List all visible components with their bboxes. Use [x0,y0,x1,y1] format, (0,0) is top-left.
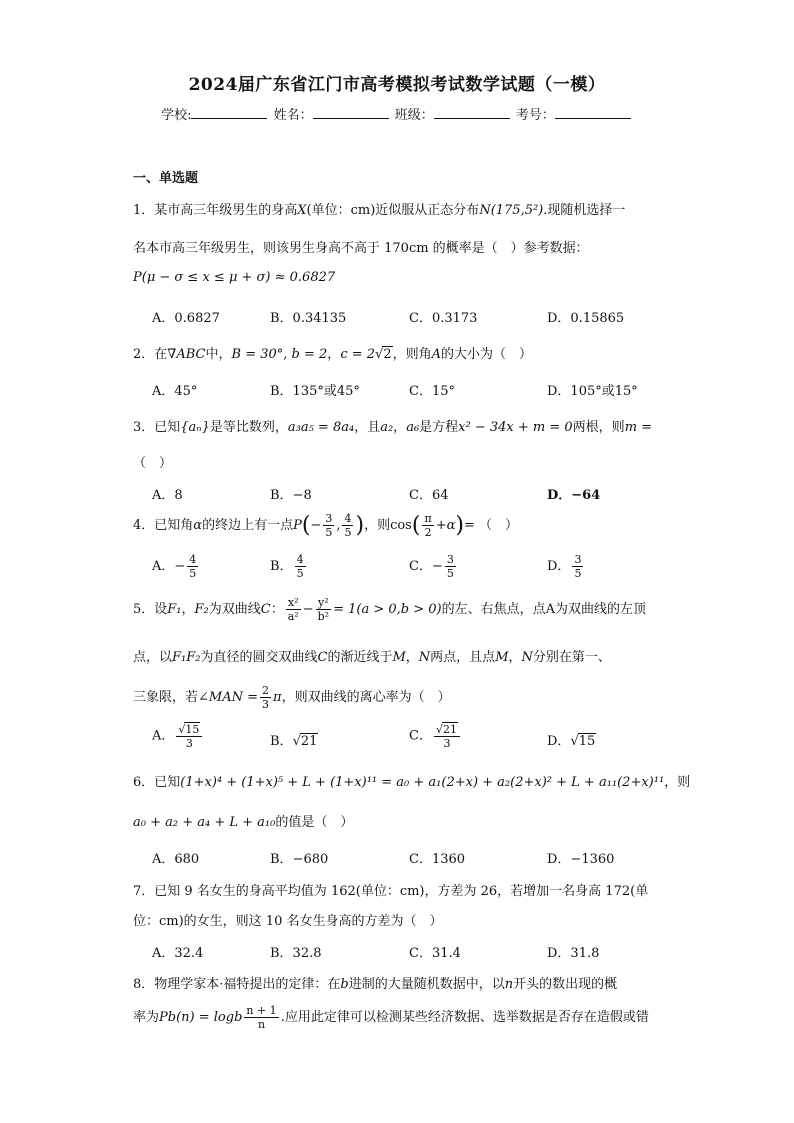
q5-text-e: 为双曲线 [208,602,261,617]
q4-text-a: 4．已知角 [133,518,194,533]
q4-paren-close: ) [355,513,365,538]
q5-condition: = 1(a > 0,b > 0) [333,602,442,617]
q6-option-b[interactable]: B．−680 [270,852,329,867]
q4-opt-a-den: 5 [189,567,197,580]
q3-text-a: 3．已知 [133,420,181,435]
q6-text-c: ，则 [664,775,691,790]
q5-point-n2: N [521,650,533,665]
q5-l2-e: 的渐近线于 [327,650,393,665]
q4-opt-d-frac [572,553,583,580]
q5-l2-g: ， [405,650,419,665]
q5-text-a: 5．设 [133,602,168,617]
q4-text-e: ，则 [364,518,391,533]
q8-l2-c: .应用此定律可以检测某些经济数据、选举数据是否存在造假或错 [280,1010,649,1025]
q8-frac-num: n + 1 [246,1004,277,1017]
q2-triangle: ∇ABC [167,347,206,362]
q5-f1f2: F₁F₂ [172,650,201,665]
q5-l2-m: 分别在第一、 [532,650,611,665]
q2-angle-a: A [431,347,442,362]
q4-option-a[interactable] [152,553,200,580]
q4-line1: 4．已知角α的终边上有一点P(− $\frac{3}{5}$ , $\frac{4}{5}$ )，则cos( $\frac{\pi}{2}$ +α)= （ ） [133,512,518,539]
q2-text-c: 中， [205,347,232,362]
q3-options [152,484,672,510]
q4-cos: cos [390,518,412,533]
exam-title: 2024届广东省江门市高考模拟考试数学试题（一模） [188,75,606,95]
q5-opt-a-den: 3 [185,737,193,750]
q5-angle-frac [260,684,271,711]
q5-opt-c-den: 3 [443,737,451,750]
q6-line2 [133,811,353,830]
q1-option-c[interactable]: C．0.3173 [409,311,478,326]
q6-sum: a₀ + a₂ + a₄ + L + a₁₀ [133,815,276,830]
q4-opt-c-den: 5 [446,567,454,580]
q5-opt-b-label: B． [270,734,293,749]
q3-condition: a₃a₅ = 8a₄ [287,420,355,435]
q4-option-b[interactable] [270,553,308,580]
q8-formula: Pb(n) = logb [159,1010,243,1025]
q5-option-c[interactable] [409,722,462,750]
q8-base-b: b [340,977,349,992]
q3-var-m: m [624,420,638,435]
school-blank[interactable] [191,106,267,119]
q4-opt-c-sign: − [431,559,443,574]
q4-alpha-2: α [446,518,456,533]
q5-frac-x-den: a² [287,610,299,623]
q4-opt-b-num: 4 [296,553,304,566]
q3-line1 [133,416,652,435]
q2-option-a[interactable]: A．45° [152,384,198,399]
q6-text-b: 的值是（ ） [275,815,354,830]
q2-text-j: 的大小为（ ） [441,347,533,362]
q5-opt-b-rad: 21 [300,734,318,749]
q5-point-n: N [418,650,431,665]
q4-opt-a-label: A． [152,559,175,574]
q7-option-c[interactable]: C．31.4 [409,946,461,961]
q5-option-a[interactable] [152,722,204,750]
q1-line1 [133,199,625,218]
q3-equals: = [637,420,653,435]
q5-opt-c-num: √21 [434,722,460,737]
q4-frac-pi-num: π [424,512,432,525]
q4-text-c: 的终边上有一点 [202,518,294,533]
q2-sqrt-value: 2 [383,347,392,362]
q5-l2-curve: C [317,650,328,665]
q4-paren-close-2: ) [455,513,464,538]
q5-l2-i: 两点，且点 [430,650,496,665]
q5-frac-x [286,596,301,623]
q3-option-b[interactable]: B．−8 [270,488,312,503]
q5-l2-a: 点，以 [133,650,173,665]
q4-option-d[interactable] [547,553,585,580]
q4-opt-a-sign: − [174,559,186,574]
q6-option-d[interactable]: D．−1360 [547,852,615,867]
class-label: 班级： [394,108,434,123]
q5-point-m2: M [495,650,509,665]
q1-text-a: 1．某市高三年级男生的身高 [133,203,298,218]
q3-a6: a₆ [406,420,420,435]
q4-frac-pi-den: 2 [424,526,432,539]
q8-text-c: 进制的大量随机数据中，以 [348,977,505,992]
q2-line1 [133,343,532,362]
q5-opt-a-frac [176,722,202,750]
q5-opt-a-label: A． [152,728,175,744]
q5-text-g: ： [270,602,284,617]
q4-frac-x-num: 3 [325,512,333,525]
q1-var-x: X [297,203,307,218]
school-label: 学校: [161,108,192,123]
q1-option-d[interactable]: D．0.15865 [547,311,625,326]
q4-options [152,553,672,589]
q1-line2: 名本市高三年级男生，则该男生身高不高于 170cm 的概率是（ ）参考数据： [133,241,589,256]
q5-text-j: 的左、右焦点，点A为双曲线的左顶 [441,602,646,617]
q2-options [152,380,672,406]
exam-no-blank[interactable] [555,106,631,119]
q5-line3 [133,684,451,711]
q7-option-b[interactable]: B．32.8 [270,946,322,961]
name-label: 姓名： [273,108,313,123]
name-blank[interactable] [313,106,389,119]
q4-frac-y-num: 4 [344,512,352,525]
q8-line2 [133,1004,649,1031]
q4-opt-c-frac [445,553,456,580]
q5-line2 [133,646,611,665]
q3-option-c[interactable]: C．64 [409,488,449,503]
q5-f1: F₁ [167,602,182,617]
q5-opt-d-rad: 15 [578,734,596,749]
q5-minus: − [302,602,314,617]
q3-text-i: 是方程 [419,420,459,435]
q4-paren-open: ( [301,513,311,538]
q2-text-e: ， [327,347,341,362]
q5-angle-frac-den: 3 [262,698,270,711]
q3-option-d[interactable]: D．−64 [547,488,601,503]
q8-frac [244,1004,278,1031]
q5-pi: π [273,690,282,705]
q3-equation: x² − 34x + m = 0 [458,420,573,435]
q4-opt-d-den: 5 [574,567,582,580]
q5-opt-c-label: C． [409,728,432,744]
q5-l3-d: ，则双曲线的离心率为（ ） [281,690,451,705]
q5-opt-c-frac [434,722,460,750]
exam-no-label: 考号： [515,108,555,123]
q4-alpha: α [193,518,203,533]
q5-point-m: M [392,650,406,665]
q3-text-e: ，且 [354,420,381,435]
q5-frac-y [316,596,331,623]
q3-text-c: 是等比数列， [209,420,288,435]
student-info-line [0,104,794,123]
q8-text-a: 8．物理学家本·福特提出的定律：在 [133,977,341,992]
q7-option-d[interactable]: D．31.8 [547,946,600,961]
q7-line1: 7．已知 9 名女生的身高平均值为 162(单位：cm)，方差为 26，若增加一名身高 172(单 [133,884,649,899]
q8-line1 [133,973,617,992]
q5-curve-c: C [260,602,271,617]
q4-opt-b-label: B． [270,559,293,574]
q6-text-a: 6．已知 [133,775,181,790]
q7-option-a[interactable]: A．32.4 [152,946,204,961]
q3-a2: a₂ [380,420,394,435]
q8-l2-a: 率为 [133,1010,160,1025]
q3-option-a[interactable]: A．8 [152,488,183,503]
q8-frac-den: n [257,1018,266,1031]
sqrt-symbol: √ [375,347,384,362]
q5-angle: ∠MAN = [198,690,259,705]
q2-text-h: ，则角 [392,347,432,362]
q5-line1 [133,596,646,623]
q7-line2: 位：cm)的女生，则这 10 名女生身高的方差为（ ） [133,914,443,929]
q5-frac-y-num: y² [316,596,331,610]
section-heading: 一、单选题 [133,171,199,186]
q5-options [152,722,672,758]
q5-frac-y-den: b² [317,610,330,623]
q3-text-k: 两根，则 [572,420,625,435]
q7-options [152,942,672,968]
q5-l3-a: 三象限，若 [133,690,199,705]
q5-option-d[interactable]: D．√15 [547,734,596,749]
q1-options [152,307,672,333]
q5-text-c: ， [181,602,195,617]
q4-paren-open-2: ( [411,513,421,538]
q4-frac-y [342,512,353,539]
q4-frac-x [323,512,334,539]
q5-opt-a-rad: 15 [185,723,200,736]
q5-frac-x-num: x² [286,596,301,610]
q8-var-n: n [504,977,514,992]
q1-text-e: .现随机选择一 [543,203,626,218]
q4-opt-d-num: 3 [574,553,582,566]
q4-opt-a-num: 4 [189,553,197,566]
q3-sequence: {aₙ} [180,420,210,435]
q4-opt-b-den: 5 [296,567,304,580]
q5-opt-d-label: D． [547,734,571,749]
q1-line3 [133,270,335,285]
q1-distribution: N(175,5²) [479,203,544,218]
q2-given-c: c = 2 [340,347,376,362]
q2-option-b[interactable]: B．135°或45° [270,384,360,399]
q4-text-g: = （ ） [463,518,518,533]
q4-opt-d-label: D． [547,559,571,574]
q3-line2: （ ） [133,456,173,471]
q5-l2-k: ， [508,650,522,665]
q4-opt-a-frac [187,553,198,580]
q6-options [152,848,672,874]
q4-point-p: P [293,518,302,533]
q1-option-a[interactable]: A．0.6827 [152,311,220,326]
q6-line1 [133,771,690,790]
q4-option-c[interactable] [409,553,458,580]
class-blank[interactable] [434,106,510,119]
q4-opt-c-num: 3 [446,553,454,566]
q1-reference-formula: P(μ − σ ≤ x ≤ μ + σ) ≈ 0.6827 [133,270,336,285]
q2-option-d[interactable]: D．105°或15° [547,384,638,399]
q1-text-c: (单位：cm)近似服从正态分布 [306,203,480,218]
q3-text-g: ， [393,420,407,435]
q6-option-c[interactable]: C．1360 [409,852,466,867]
q4-opt-b-frac [295,553,306,580]
q4-frac-pi [422,512,433,539]
q1-option-b[interactable]: B．0.34135 [270,311,347,326]
q8-text-e: 开头的数出现的概 [513,977,618,992]
q4-frac-y-den: 5 [344,526,352,539]
q2-option-c[interactable]: C．15° [409,384,455,399]
q5-opt-a-num: √15 [176,722,202,737]
q5-opt-c-rad: 21 [442,723,457,736]
q5-option-b[interactable]: B．√21 [270,734,318,749]
q5-l2-c: 为直径的圆交双曲线 [200,650,318,665]
q5-f2: F₂ [194,602,209,617]
q4-frac-x-den: 5 [325,526,333,539]
q4-opt-c-label: C． [409,559,432,574]
q2-text-a: 2．在 [133,347,168,362]
q6-option-a[interactable]: A．680 [152,852,200,867]
q2-given-b: B = 30°, b = 2 [231,347,328,362]
q6-expansion: (1+x)⁴ + (1+x)⁵ + L + (1+x)¹¹ = a₀ + a₁(2+x) + a₂(2+x)² + L + a₁₁(2+x)¹¹ [180,775,665,790]
q5-angle-frac-num: 2 [262,684,270,697]
